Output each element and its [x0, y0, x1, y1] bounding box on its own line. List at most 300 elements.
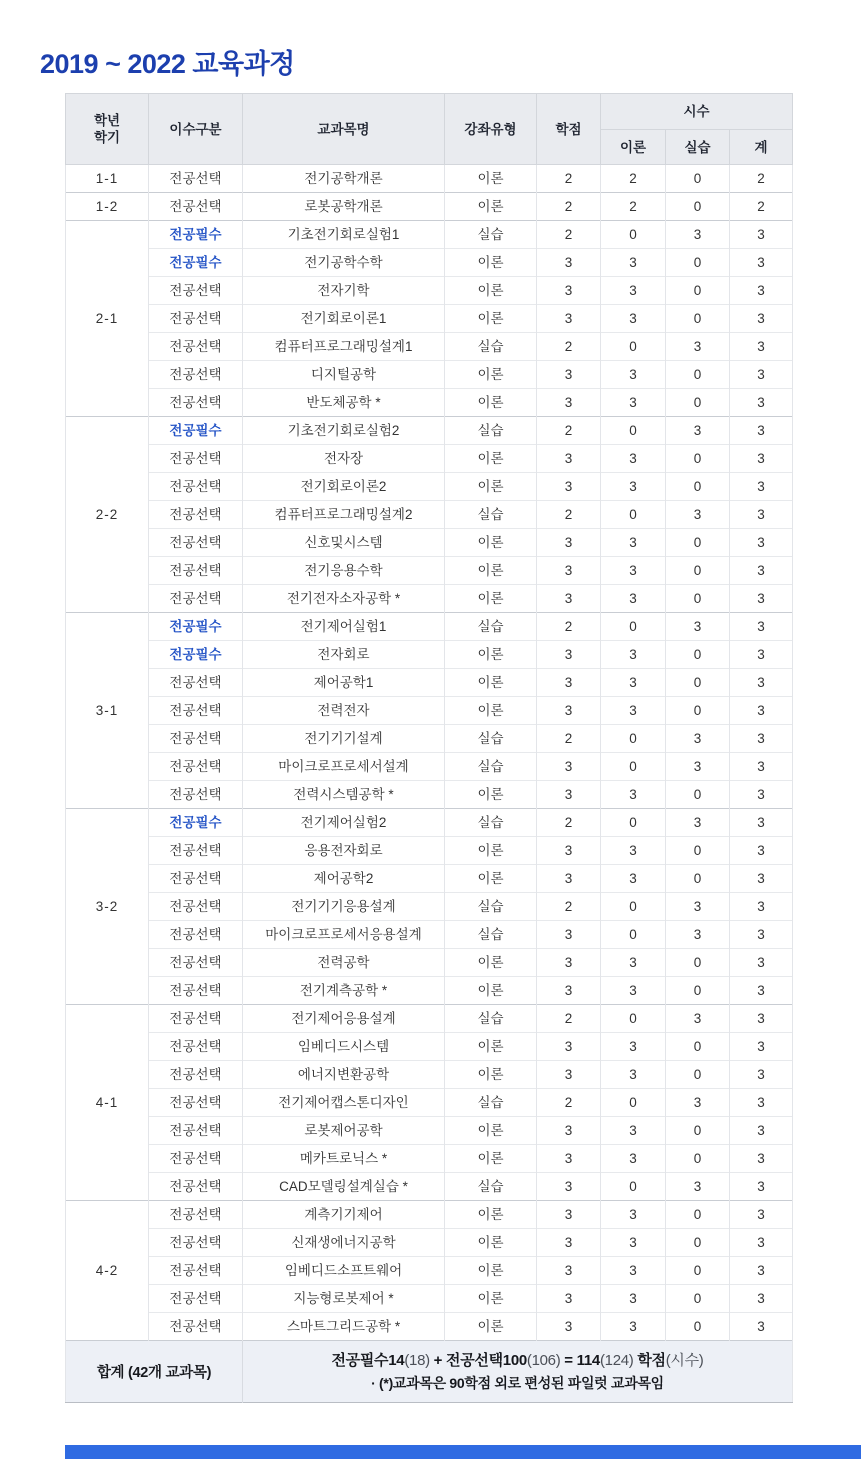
lecture-type-cell: 이론: [445, 585, 537, 613]
course-row: [66, 361, 793, 389]
practice-hours-cell: 0: [666, 249, 730, 277]
credits-cell: 3: [537, 529, 601, 557]
lecture-type-cell: 이론: [445, 1061, 537, 1089]
credits-cell: 2: [537, 193, 601, 221]
course-row: [66, 725, 793, 753]
course-row: [66, 529, 793, 557]
category-cell: 전공선택: [149, 697, 243, 725]
lecture-type-cell: 이론: [445, 1145, 537, 1173]
curriculum-table-wrap: [65, 93, 792, 1403]
course-row: [66, 445, 793, 473]
category-cell: 전공필수: [149, 613, 243, 641]
course-row: [66, 585, 793, 613]
theory-hours-cell: 3: [601, 865, 666, 893]
practice-hours-cell: 3: [666, 753, 730, 781]
course-row: [66, 837, 793, 865]
practice-hours-cell: 0: [666, 1033, 730, 1061]
credits-cell: 3: [537, 1313, 601, 1341]
lecture-type-cell: 이론: [445, 361, 537, 389]
summary-cell: [243, 1341, 793, 1403]
summary-line2: · (*)교과목은 90학점 외로 편성된 파일럿 교과목임: [371, 1375, 664, 1391]
theory-hours-cell: 0: [601, 893, 666, 921]
practice-hours-cell: 0: [666, 529, 730, 557]
theory-hours-cell: 3: [601, 529, 666, 557]
course-name-cell: 전력전자: [243, 697, 445, 725]
course-row: [66, 249, 793, 277]
lecture-type-cell: 이론: [445, 389, 537, 417]
header-semester-line2: 학기: [93, 130, 121, 145]
total-hours-cell: 3: [730, 613, 793, 641]
total-hours-cell: 2: [730, 193, 793, 221]
credits-cell: 3: [537, 1145, 601, 1173]
course-name-cell: 마이크로프로세서응용설계: [243, 921, 445, 949]
course-row: [66, 221, 793, 249]
lecture-type-cell: 이론: [445, 1257, 537, 1285]
course-name-cell: 기초전기회로실험2: [243, 417, 445, 445]
summary-segment: (18): [404, 1352, 430, 1369]
theory-hours-cell: 3: [601, 1033, 666, 1061]
practice-hours-cell: 0: [666, 1313, 730, 1341]
course-row: [66, 1117, 793, 1145]
practice-hours-cell: 0: [666, 165, 730, 193]
theory-hours-cell: 3: [601, 585, 666, 613]
total-hours-cell: 3: [730, 417, 793, 445]
course-row: [66, 1313, 793, 1341]
header-category: 이수구분: [149, 94, 243, 165]
practice-hours-cell: 3: [666, 1089, 730, 1117]
credits-cell: 3: [537, 669, 601, 697]
practice-hours-cell: 0: [666, 445, 730, 473]
summary-segment: =: [560, 1352, 577, 1369]
category-cell: 전공선택: [149, 1117, 243, 1145]
theory-hours-cell: 0: [601, 333, 666, 361]
course-name-cell: 메카트로닉스 *: [243, 1145, 445, 1173]
category-cell: 전공선택: [149, 1145, 243, 1173]
course-row: [66, 1229, 793, 1257]
total-hours-cell: 3: [730, 1061, 793, 1089]
total-hours-cell: 3: [730, 921, 793, 949]
credits-cell: 3: [537, 361, 601, 389]
course-row: [66, 669, 793, 697]
summary-segment: (124): [599, 1352, 634, 1369]
category-cell: 전공선택: [149, 1089, 243, 1117]
course-name-cell: 로봇공학개론: [243, 193, 445, 221]
total-hours-cell: 3: [730, 1145, 793, 1173]
theory-hours-cell: 3: [601, 669, 666, 697]
credits-cell: 3: [537, 753, 601, 781]
lecture-type-cell: 실습: [445, 333, 537, 361]
course-name-cell: 컴퓨터프로그래밍설계1: [243, 333, 445, 361]
semester-cell: 2-1: [66, 221, 149, 417]
course-row: [66, 697, 793, 725]
lecture-type-cell: 이론: [445, 865, 537, 893]
course-row: [66, 1173, 793, 1201]
total-hours-cell: 3: [730, 641, 793, 669]
category-cell: 전공선택: [149, 1313, 243, 1341]
category-cell: 전공선택: [149, 305, 243, 333]
practice-hours-cell: 0: [666, 977, 730, 1005]
course-name-cell: 임베디드시스템: [243, 1033, 445, 1061]
theory-hours-cell: 3: [601, 1117, 666, 1145]
course-row: [66, 557, 793, 585]
theory-hours-cell: 3: [601, 1229, 666, 1257]
summary-label: 합계 (42개 교과목): [66, 1341, 243, 1403]
lecture-type-cell: 실습: [445, 1005, 537, 1033]
total-hours-cell: 3: [730, 893, 793, 921]
course-name-cell: 전기기기응용설계: [243, 893, 445, 921]
practice-hours-cell: 3: [666, 725, 730, 753]
category-cell: 전공선택: [149, 781, 243, 809]
total-hours-cell: 3: [730, 445, 793, 473]
total-hours-cell: 3: [730, 1201, 793, 1229]
course-name-cell: 전기공학개론: [243, 165, 445, 193]
header-hours-theory: 이론: [601, 130, 666, 165]
total-hours-cell: 3: [730, 1005, 793, 1033]
theory-hours-cell: 3: [601, 1201, 666, 1229]
practice-hours-cell: 0: [666, 949, 730, 977]
credits-cell: 2: [537, 417, 601, 445]
course-row: [66, 1089, 793, 1117]
total-hours-cell: 3: [730, 501, 793, 529]
credits-cell: 2: [537, 333, 601, 361]
category-cell: 전공선택: [149, 1257, 243, 1285]
total-hours-cell: 3: [730, 1229, 793, 1257]
category-cell: 전공선택: [149, 977, 243, 1005]
lecture-type-cell: 실습: [445, 221, 537, 249]
course-name-cell: 반도체공학 *: [243, 389, 445, 417]
table-footer: [66, 1341, 793, 1403]
lecture-type-cell: 실습: [445, 1173, 537, 1201]
theory-hours-cell: 3: [601, 781, 666, 809]
course-row: [66, 305, 793, 333]
lecture-type-cell: 이론: [445, 949, 537, 977]
course-name-cell: 전기전자소자공학 *: [243, 585, 445, 613]
credits-cell: 3: [537, 389, 601, 417]
course-name-cell: 계측기기제어: [243, 1201, 445, 1229]
semester-cell: 3-2: [66, 809, 149, 1005]
total-hours-cell: 3: [730, 949, 793, 977]
practice-hours-cell: 0: [666, 557, 730, 585]
lecture-type-cell: 실습: [445, 725, 537, 753]
lecture-type-cell: 이론: [445, 529, 537, 557]
lecture-type-cell: 이론: [445, 557, 537, 585]
theory-hours-cell: 0: [601, 1089, 666, 1117]
theory-hours-cell: 3: [601, 249, 666, 277]
theory-hours-cell: 3: [601, 277, 666, 305]
course-row: [66, 333, 793, 361]
practice-hours-cell: 0: [666, 389, 730, 417]
course-name-cell: 응용전자회로: [243, 837, 445, 865]
practice-hours-cell: 0: [666, 585, 730, 613]
header-lecture-type: 강좌유형: [445, 94, 537, 165]
credits-cell: 3: [537, 557, 601, 585]
course-row: [66, 781, 793, 809]
theory-hours-cell: 3: [601, 949, 666, 977]
theory-hours-cell: 3: [601, 361, 666, 389]
course-name-cell: 디지털공학: [243, 361, 445, 389]
category-cell: 전공선택: [149, 1285, 243, 1313]
practice-hours-cell: 3: [666, 1173, 730, 1201]
theory-hours-cell: 0: [601, 1005, 666, 1033]
credits-cell: 3: [537, 921, 601, 949]
theory-hours-cell: 2: [601, 193, 666, 221]
category-cell: 전공선택: [149, 1201, 243, 1229]
credits-cell: 3: [537, 277, 601, 305]
practice-hours-cell: 0: [666, 865, 730, 893]
total-hours-cell: 3: [730, 977, 793, 1005]
theory-hours-cell: 2: [601, 165, 666, 193]
course-name-cell: 임베디드소프트웨어: [243, 1257, 445, 1285]
total-hours-cell: 3: [730, 221, 793, 249]
total-hours-cell: 3: [730, 389, 793, 417]
category-cell: 전공선택: [149, 1173, 243, 1201]
course-row: [66, 1145, 793, 1173]
course-row: [66, 613, 793, 641]
practice-hours-cell: 0: [666, 277, 730, 305]
total-hours-cell: 3: [730, 1089, 793, 1117]
practice-hours-cell: 3: [666, 893, 730, 921]
practice-hours-cell: 3: [666, 1005, 730, 1033]
category-cell: 전공선택: [149, 277, 243, 305]
category-cell: 전공선택: [149, 585, 243, 613]
category-cell: 전공선택: [149, 949, 243, 977]
course-name-cell: 전기공학수학: [243, 249, 445, 277]
category-cell: 전공선택: [149, 1229, 243, 1257]
total-hours-cell: 3: [730, 557, 793, 585]
total-hours-cell: 3: [730, 837, 793, 865]
course-name-cell: 전자기학: [243, 277, 445, 305]
theory-hours-cell: 3: [601, 1285, 666, 1313]
course-row: [66, 277, 793, 305]
total-hours-cell: 3: [730, 697, 793, 725]
theory-hours-cell: 0: [601, 501, 666, 529]
course-name-cell: 컴퓨터프로그래밍설계2: [243, 501, 445, 529]
course-row: [66, 865, 793, 893]
summary-segment: 전공필수14: [331, 1352, 405, 1369]
credits-cell: 3: [537, 1033, 601, 1061]
theory-hours-cell: 3: [601, 473, 666, 501]
credits-cell: 3: [537, 1061, 601, 1089]
course-name-cell: 전기제어응용설계: [243, 1005, 445, 1033]
credits-cell: 3: [537, 1173, 601, 1201]
course-name-cell: 전력공학: [243, 949, 445, 977]
lecture-type-cell: 이론: [445, 165, 537, 193]
practice-hours-cell: 0: [666, 1145, 730, 1173]
summary-segment: (시수): [665, 1352, 704, 1369]
curriculum-table-body: [66, 165, 793, 1341]
total-hours-cell: 3: [730, 1117, 793, 1145]
category-cell: 전공선택: [149, 865, 243, 893]
practice-hours-cell: 3: [666, 613, 730, 641]
course-name-cell: 전기기기설계: [243, 725, 445, 753]
theory-hours-cell: 3: [601, 389, 666, 417]
category-cell: 전공선택: [149, 921, 243, 949]
total-hours-cell: 3: [730, 781, 793, 809]
credits-cell: 2: [537, 1005, 601, 1033]
course-name-cell: CAD모델링설계실습 *: [243, 1173, 445, 1201]
theory-hours-cell: 0: [601, 613, 666, 641]
theory-hours-cell: 3: [601, 977, 666, 1005]
practice-hours-cell: 0: [666, 305, 730, 333]
course-row: [66, 753, 793, 781]
curriculum-table: [65, 93, 793, 1403]
credits-cell: 2: [537, 809, 601, 837]
total-hours-cell: 3: [730, 753, 793, 781]
category-cell: 전공선택: [149, 1005, 243, 1033]
theory-hours-cell: 0: [601, 753, 666, 781]
course-row: [66, 389, 793, 417]
course-row: [66, 977, 793, 1005]
category-cell: 전공필수: [149, 641, 243, 669]
category-cell: 전공필수: [149, 221, 243, 249]
category-cell: 전공선택: [149, 473, 243, 501]
category-cell: 전공선택: [149, 389, 243, 417]
total-hours-cell: 2: [730, 165, 793, 193]
course-row: [66, 641, 793, 669]
practice-hours-cell: 0: [666, 193, 730, 221]
header-hours-total: 계: [730, 130, 793, 165]
course-row: [66, 417, 793, 445]
lecture-type-cell: 이론: [445, 277, 537, 305]
practice-hours-cell: 0: [666, 1201, 730, 1229]
theory-hours-cell: 3: [601, 641, 666, 669]
course-row: [66, 501, 793, 529]
category-cell: 전공선택: [149, 361, 243, 389]
credits-cell: 3: [537, 837, 601, 865]
practice-hours-cell: 3: [666, 501, 730, 529]
theory-hours-cell: 0: [601, 417, 666, 445]
summary-line1: [243, 1349, 792, 1372]
category-cell: 전공선택: [149, 753, 243, 781]
credits-cell: 3: [537, 641, 601, 669]
lecture-type-cell: 이론: [445, 249, 537, 277]
bottom-accent-bar: [65, 1445, 861, 1459]
theory-hours-cell: 3: [601, 305, 666, 333]
credits-cell: 3: [537, 445, 601, 473]
course-name-cell: 제어공학1: [243, 669, 445, 697]
course-row: [66, 921, 793, 949]
course-row: [66, 193, 793, 221]
credits-cell: 3: [537, 865, 601, 893]
credits-cell: 3: [537, 697, 601, 725]
credits-cell: 3: [537, 1285, 601, 1313]
semester-cell: 4-1: [66, 1005, 149, 1201]
category-cell: 전공선택: [149, 1033, 243, 1061]
total-hours-cell: 3: [730, 1033, 793, 1061]
credits-cell: 3: [537, 1117, 601, 1145]
category-cell: 전공선택: [149, 165, 243, 193]
total-hours-cell: 3: [730, 585, 793, 613]
lecture-type-cell: 이론: [445, 697, 537, 725]
course-row: [66, 1033, 793, 1061]
semester-cell: 2-2: [66, 417, 149, 613]
credits-cell: 3: [537, 781, 601, 809]
course-row: [66, 165, 793, 193]
course-row: [66, 1201, 793, 1229]
theory-hours-cell: 0: [601, 725, 666, 753]
lecture-type-cell: 이론: [445, 193, 537, 221]
total-hours-cell: 3: [730, 529, 793, 557]
course-name-cell: 전자장: [243, 445, 445, 473]
summary-row: [66, 1341, 793, 1403]
course-name-cell: 전기응용수학: [243, 557, 445, 585]
credits-cell: 2: [537, 1089, 601, 1117]
category-cell: 전공선택: [149, 1061, 243, 1089]
credits-cell: 3: [537, 305, 601, 333]
lecture-type-cell: 이론: [445, 641, 537, 669]
lecture-type-cell: 실습: [445, 753, 537, 781]
theory-hours-cell: 3: [601, 1145, 666, 1173]
table-header: [66, 94, 793, 165]
category-cell: 전공선택: [149, 333, 243, 361]
course-name-cell: 전자회로: [243, 641, 445, 669]
course-name-cell: 신호및시스템: [243, 529, 445, 557]
total-hours-cell: 3: [730, 865, 793, 893]
practice-hours-cell: 0: [666, 473, 730, 501]
credits-cell: 3: [537, 977, 601, 1005]
category-cell: 전공선택: [149, 193, 243, 221]
credits-cell: 3: [537, 585, 601, 613]
semester-cell: 1-1: [66, 165, 149, 193]
category-cell: 전공선택: [149, 501, 243, 529]
total-hours-cell: 3: [730, 1173, 793, 1201]
header-course-name: 교과목명: [243, 94, 445, 165]
practice-hours-cell: 0: [666, 1229, 730, 1257]
lecture-type-cell: 이론: [445, 977, 537, 1005]
header-credits: 학점: [537, 94, 601, 165]
course-row: [66, 949, 793, 977]
total-hours-cell: 3: [730, 1257, 793, 1285]
credits-cell: 2: [537, 501, 601, 529]
course-name-cell: 전기제어실험1: [243, 613, 445, 641]
theory-hours-cell: 3: [601, 1061, 666, 1089]
credits-cell: 2: [537, 221, 601, 249]
semester-cell: 4-2: [66, 1201, 149, 1341]
course-row: [66, 809, 793, 837]
course-row: [66, 1005, 793, 1033]
category-cell: 전공선택: [149, 893, 243, 921]
credits-cell: 2: [537, 613, 601, 641]
category-cell: 전공선택: [149, 557, 243, 585]
credits-cell: 2: [537, 893, 601, 921]
total-hours-cell: 3: [730, 1285, 793, 1313]
course-name-cell: 전기제어실험2: [243, 809, 445, 837]
lecture-type-cell: 실습: [445, 417, 537, 445]
summary-segment: 전공선택100: [446, 1352, 527, 1369]
lecture-type-cell: 이론: [445, 473, 537, 501]
category-cell: 전공필수: [149, 249, 243, 277]
category-cell: 전공선택: [149, 669, 243, 697]
total-hours-cell: 3: [730, 473, 793, 501]
total-hours-cell: 3: [730, 669, 793, 697]
total-hours-cell: 3: [730, 809, 793, 837]
lecture-type-cell: 이론: [445, 1285, 537, 1313]
practice-hours-cell: 0: [666, 837, 730, 865]
category-cell: 전공선택: [149, 529, 243, 557]
course-row: [66, 473, 793, 501]
practice-hours-cell: 0: [666, 697, 730, 725]
category-cell: 전공선택: [149, 445, 243, 473]
practice-hours-cell: 0: [666, 1061, 730, 1089]
credits-cell: 3: [537, 1201, 601, 1229]
practice-hours-cell: 0: [666, 1285, 730, 1313]
category-cell: 전공선택: [149, 837, 243, 865]
practice-hours-cell: 3: [666, 221, 730, 249]
theory-hours-cell: 3: [601, 1313, 666, 1341]
lecture-type-cell: 이론: [445, 669, 537, 697]
course-row: [66, 893, 793, 921]
theory-hours-cell: 3: [601, 557, 666, 585]
